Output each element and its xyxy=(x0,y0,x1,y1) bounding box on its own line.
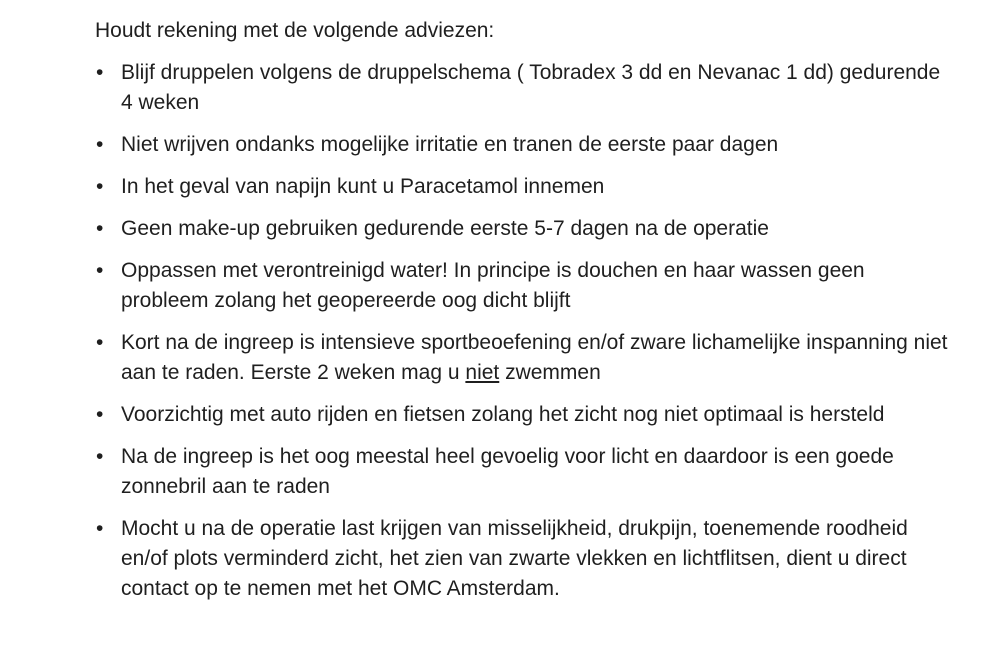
bullet-icon: • xyxy=(96,445,104,468)
advice-text: Oppassen met verontreinigd water! In principe is douchen en haar wassen geen probleem zolang het geopereerde oog dicht blijft xyxy=(121,259,865,312)
advice-list xyxy=(95,58,955,604)
advice-text: Geen make-up gebruiken gedurende eerste 5-7 dagen na de operatie xyxy=(121,217,769,240)
advice-text xyxy=(121,331,948,384)
bullet-icon: • xyxy=(96,133,104,156)
bullet-icon: • xyxy=(96,331,104,354)
advice-item-contact xyxy=(95,514,955,604)
advice-text: Na de ingreep is het oog meestal heel gevoelig voor licht en daardoor is een goede zonnebril aan te raden xyxy=(121,445,894,498)
advice-text-before: Kort na de ingreep is intensieve sportbeoefening en/of zware lichamelijke inspanning niet aan te raden. Eerste 2 weken mag u xyxy=(121,331,948,384)
bullet-icon: • xyxy=(96,175,104,198)
advice-item-sports xyxy=(95,328,955,388)
advice-text: Blijf druppelen volgens de druppelschema ( Tobradex 3 dd en Nevanac 1 dd) gedurende 4 weken xyxy=(121,61,941,114)
bullet-icon: • xyxy=(96,259,104,282)
advice-text: Mocht u na de operatie last krijgen van misselijkheid, drukpijn, toenemende roodheid en/of plots verminderd zicht, het zien van zwarte vlekken en lichtflitsen, dient u direct contact op te nemen met het OMC Amsterdam. xyxy=(121,517,908,600)
advice-item-driving xyxy=(95,400,955,430)
advice-text: Voorzichtig met auto rijden en fietsen zolang het zicht nog niet optimaal is hersteld xyxy=(121,403,885,426)
bullet-icon: • xyxy=(96,61,104,84)
bullet-icon: • xyxy=(96,403,104,426)
advice-document xyxy=(95,16,955,616)
underlined-word: niet xyxy=(465,361,500,384)
advice-item-paracetamol xyxy=(95,172,955,202)
advice-item-drops xyxy=(95,58,955,118)
advice-text-after: zwemmen xyxy=(499,361,601,384)
advice-item-sunglasses xyxy=(95,442,955,502)
bullet-icon: • xyxy=(96,217,104,240)
advice-item-make-up xyxy=(95,214,955,244)
advice-item-water xyxy=(95,256,955,316)
advice-item-no-rubbing xyxy=(95,130,955,160)
advice-text: Niet wrijven ondanks mogelijke irritatie en tranen de eerste paar dagen xyxy=(121,133,779,156)
advice-text: In het geval van napijn kunt u Paracetamol innemen xyxy=(121,175,605,198)
intro-text: Houdt rekening met de volgende adviezen: xyxy=(95,19,495,42)
bullet-icon: • xyxy=(96,517,104,540)
